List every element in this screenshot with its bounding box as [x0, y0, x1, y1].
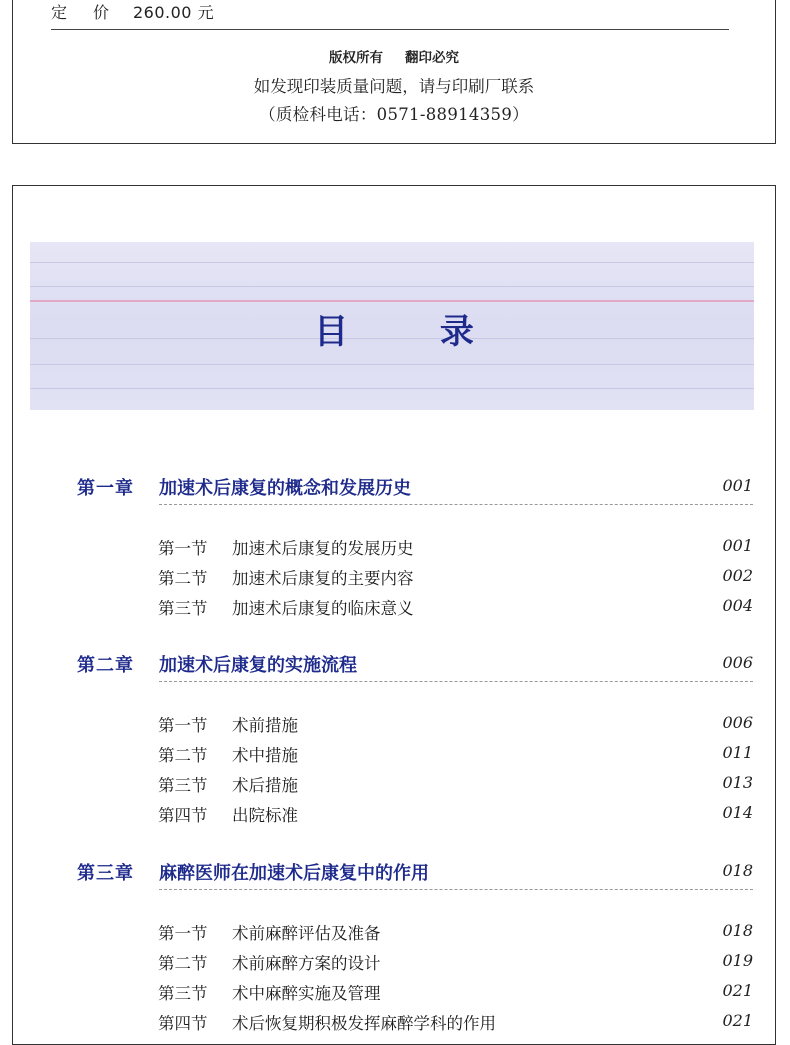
no-reprint: 翻印必究 [405, 50, 459, 66]
section-number: 第一节 [158, 716, 208, 735]
imprint-panel [12, 0, 776, 144]
section-title: 术前麻醉评估及准备 [232, 924, 381, 943]
section-page: 014 [722, 803, 753, 822]
section-title: 术中麻醉实施及管理 [232, 984, 381, 1003]
section-title: 术后措施 [232, 776, 298, 795]
section-number: 第二节 [158, 954, 208, 973]
section-page: 021 [722, 981, 753, 1000]
section-page: 019 [722, 951, 753, 970]
banner-ghost-line [30, 388, 754, 389]
section-page: 021 [722, 1011, 753, 1030]
toc-title: 目 录 [314, 312, 514, 352]
banner-accent-line [30, 300, 754, 302]
quality-notice: 如发现印装质量问题，请与印刷厂联系 [253, 77, 535, 96]
section-1-3[interactable] [158, 593, 753, 619]
section-page: 004 [722, 596, 753, 615]
section-1-2[interactable] [158, 563, 753, 589]
section-title: 加速术后康复的主要内容 [232, 569, 414, 588]
chapter-divider [159, 889, 753, 890]
chapter-number: 第三章 [77, 863, 134, 884]
section-number: 第三节 [158, 984, 208, 1003]
chapter-number: 第一章 [77, 478, 134, 499]
section-title: 术前措施 [232, 716, 298, 735]
rights-reserved: 版权所有 [329, 50, 383, 66]
section-page: 018 [722, 921, 753, 940]
section-number: 第二节 [158, 746, 208, 765]
section-page: 001 [722, 536, 753, 555]
section-3-3[interactable] [158, 978, 753, 1004]
section-title: 术后恢复期积极发挥麻醉学科的作用 [232, 1014, 496, 1033]
chapter-1[interactable] [77, 470, 753, 506]
chapter-2[interactable] [77, 647, 753, 683]
chapter-title: 加速术后康复的概念和发展历史 [159, 478, 411, 499]
section-number: 第四节 [158, 1014, 208, 1033]
section-number: 第三节 [158, 599, 208, 618]
chapter-title: 加速术后康复的实施流程 [159, 655, 357, 676]
section-page: 013 [722, 773, 753, 792]
price-value: 260.00 元 [133, 3, 215, 22]
section-page: 002 [722, 566, 753, 585]
section-2-3[interactable] [158, 770, 753, 796]
price-label-2: 价 [93, 3, 110, 22]
section-2-1[interactable] [158, 710, 753, 736]
section-3-1[interactable] [158, 918, 753, 944]
chapter-page: 018 [722, 861, 753, 880]
chapter-page: 001 [722, 476, 753, 495]
section-page: 011 [722, 743, 753, 762]
section-1-1[interactable] [158, 533, 753, 559]
section-2-2[interactable] [158, 740, 753, 766]
section-title: 加速术后康复的发展历史 [232, 539, 414, 558]
section-number: 第二节 [158, 569, 208, 588]
rights-line [13, 46, 775, 66]
section-title: 加速术后康复的临床意义 [232, 599, 414, 618]
banner-ghost-line [30, 286, 754, 287]
chapter-page: 006 [722, 653, 753, 672]
section-title: 术中措施 [232, 746, 298, 765]
section-2-4[interactable] [158, 800, 753, 826]
chapter-divider [159, 504, 753, 505]
qc-phone: （质检科电话：0571-88914359） [259, 105, 529, 124]
section-number: 第三节 [158, 776, 208, 795]
section-number: 第一节 [158, 539, 208, 558]
chapter-divider [159, 681, 753, 682]
chapter-3[interactable] [77, 855, 753, 891]
section-title: 术前麻醉方案的设计 [232, 954, 381, 973]
section-title: 出院标准 [232, 806, 298, 825]
toc-panel [12, 185, 776, 1045]
imprint-divider [51, 29, 729, 30]
price-label-1: 定 [51, 3, 68, 22]
price-row [51, 0, 214, 23]
section-page: 006 [722, 713, 753, 732]
chapter-number: 第二章 [77, 655, 134, 676]
banner-ghost-line [30, 364, 754, 365]
chapter-title: 麻醉医师在加速术后康复中的作用 [159, 863, 429, 884]
section-number: 第四节 [158, 806, 208, 825]
section-3-4[interactable] [158, 1008, 753, 1034]
section-number: 第一节 [158, 924, 208, 943]
section-3-2[interactable] [158, 948, 753, 974]
banner-ghost-line [30, 262, 754, 263]
